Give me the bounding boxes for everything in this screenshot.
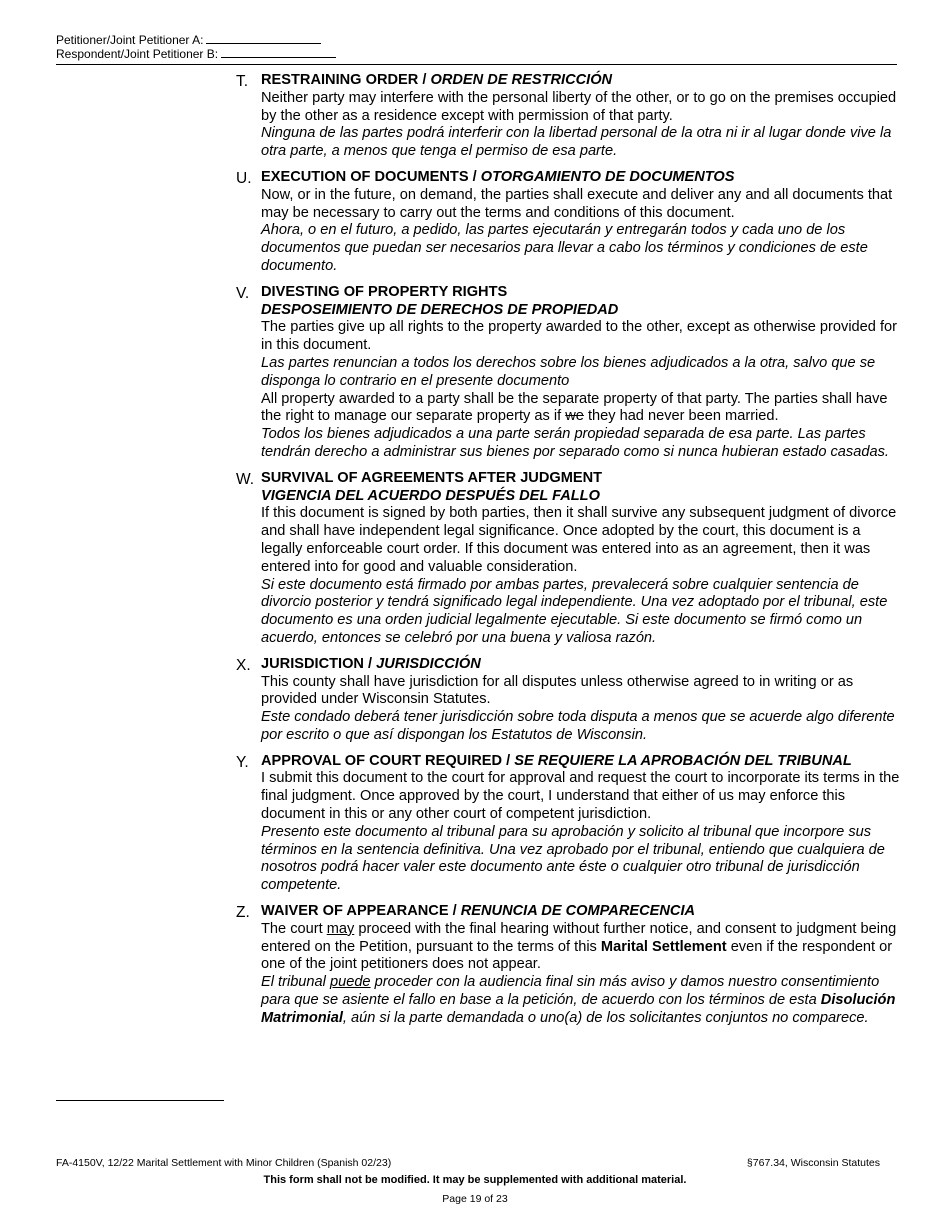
title-es: OTORGAMIENTO DE DOCUMENTOS (480, 168, 735, 185)
section-y (232, 753, 900, 895)
title-es: ORDEN DE RESTRICCIÓN (430, 72, 613, 88)
section-u (232, 169, 900, 276)
underlined-may: may (326, 920, 355, 937)
body-es: Si este documento está firmado por ambas partes, prevalecerá sobre cualquier sentencia de divorcio posterior y tendrá significado legal independiente. Una vez adoptado por el tribunal, este documento es una orden judicial legalmente ejecutable. Si este documento se firmó como un acuerdo, entonces se celebró por una buena y valiosa razón. (261, 576, 888, 646)
body-es-b: proceder con la audiencia final sin más aviso y damos nuestro consentimiento para que se asiente el fallo en base a la petición, de acuerdo con los términos de esta (261, 974, 880, 1009)
section-title: RESTRAINING ORDER / ORDEN DE RESTRICCIÓN (261, 72, 613, 88)
title-en: RESTRAINING ORDER (261, 72, 419, 88)
body-en-c: even if the respondent or one of the joint petitioners does not appear. (261, 938, 893, 973)
section-letter: X. (236, 656, 251, 674)
body-en-2-a: All property awarded to a party shall be the separate property of that party. The parties shall have the right to manage our separate property as if (261, 390, 888, 425)
petitioner-a-label: Petitioner/Joint Petitioner A: (56, 33, 204, 47)
body-es: Ahora, o en el futuro, a pedido, las partes ejecutarán y entregarán todos y cada uno de los documentos que puedan ser necesarios para llevar a cabo los términos y condiciones de este documento. (261, 222, 868, 274)
section-title: JURISDICTION / JURISDICCIÓN (261, 655, 481, 672)
section-z (232, 903, 900, 1028)
title-es: DESPOSEIMIENTO DE DERECHOS DE PROPIEDAD (261, 301, 619, 318)
body-en: This county shall have jurisdiction for all disputes unless otherwise agreed to in writing or as provided under Wisconsin Statutes. (261, 673, 854, 708)
body-es-2: Todos los bienes adjudicados a una parte serán propiedad separada de esa parte. Las partes tendrán derecho a administrar sus bienes por separado como si nunca hubieran estado casadas. (261, 426, 889, 460)
section-title-es (261, 302, 900, 320)
statute-ref: §767.34, Wisconsin Statutes (746, 1157, 880, 1169)
body-en-a: The court (261, 920, 323, 937)
section-letter: U. (236, 169, 252, 187)
section-title (261, 284, 900, 302)
footnote-divider (56, 1100, 224, 1101)
page-number: Page 19 of 23 (442, 1193, 508, 1205)
body-es-a: El tribunal (261, 974, 326, 991)
body-es: Las partes renuncian a todos los derechos sobre los bienes adjudicados a la otra, salvo que se disponga lo contrario en el presente documento (261, 354, 876, 389)
section-letter: Z. (236, 904, 250, 922)
title-es: SE REQUIERE LA APROBACIÓN DEL TRIBUNAL (514, 752, 852, 769)
header-divider (56, 64, 897, 65)
marital-settlement-bold: Marital Settlement (600, 938, 727, 955)
section-title (261, 470, 900, 488)
section-letter: W. (236, 470, 255, 488)
title-en: SURVIVAL OF AGREEMENTS AFTER JUDGMENT (261, 469, 603, 486)
title-en: EXECUTION OF DOCUMENTS (261, 168, 469, 185)
modification-notice: This form shall not be modified. It may be supplemented with additional material. (263, 1174, 687, 1186)
body-en (261, 921, 900, 974)
sections (232, 72, 900, 1036)
title-es: RENUNCIA DE COMPARECENCIA (460, 903, 696, 920)
body-en-2-b: they had never been married. (587, 408, 779, 425)
title-es: JURISDICCIÓN (376, 655, 481, 672)
respondent-b-blank (221, 47, 336, 58)
petitioner-a-row (56, 33, 336, 47)
body-es (261, 974, 900, 1027)
section-letter: Y. (236, 753, 249, 771)
form-id: FA-4150V, 12/22 Marital Settlement with Minor Children (Spanish 02/23) (56, 1157, 392, 1169)
struck-word: we (565, 408, 584, 425)
body-es: Este condado deberá tener jurisdicción sobre toda disputa a menos que se acuerde algo diferente por escrito o que así dispongan los Estatutos de Wisconsin. (261, 709, 895, 743)
title-es: VIGENCIA DEL ACUERDO DESPUÉS DEL FALLO (261, 487, 600, 504)
section-title: EXECUTION OF DOCUMENTS / OTORGAMIENTO DE DOCUMENTOS (261, 168, 735, 185)
section-title-es (261, 488, 900, 506)
underlined-puede: puede (329, 974, 371, 991)
section-t (232, 72, 900, 161)
body-en: Neither party may interfere with the personal liberty of the other, or to go on the premises occupied by the other as a residence except with permission of that party. (261, 89, 897, 124)
body-es: Ninguna de las partes podrá interferir con la libertad personal de la otra ni ir al lugar donde vive la otra parte, a menos que tenga el permiso de esa parte. (261, 125, 892, 160)
title-en: DIVESTING OF PROPERTY RIGHTS (261, 283, 508, 300)
section-v (232, 284, 900, 462)
body-en: I submit this document to the court for approval and request the court to incorporate its terms in the final judgment. Once approved by the court, I understand that either of us may enforce this document in this or any other court of competent jurisdiction. (261, 770, 900, 823)
section-letter: V. (236, 284, 250, 302)
body-en-2 (261, 391, 900, 427)
body-es: Presento este documento al tribunal para su aprobación y solicito al tribunal que incorpore sus términos en la sentencia definitiva. Una vez aprobado por el tribunal, entiendo que cualquiera de nosotros podrá hacer valer este documento ante éste o cualquier otro tribunal de jurisdicción competente. (261, 823, 885, 894)
title-en: APPROVAL OF COURT REQUIRED (261, 752, 503, 769)
section-x (232, 656, 900, 745)
caption-header (56, 33, 336, 61)
petitioner-a-blank (206, 33, 321, 44)
respondent-b-row (56, 47, 336, 61)
section-title: APPROVAL OF COURT REQUIRED / SE REQUIERE LA APROBACIÓN DEL TRIBUNAL (261, 752, 852, 769)
title-en: JURISDICTION (261, 655, 364, 672)
title-en: WAIVER OF APPEARANCE (261, 903, 449, 920)
respondent-b-label: Respondent/Joint Petitioner B: (56, 47, 219, 61)
body-en-b: proceed with the final hearing without further notice, and consent to judgment being entered on the Petition, pursuant to the terms of this (261, 920, 897, 955)
section-title: WAIVER OF APPEARANCE / RENUNCIA DE COMPARECENCIA (261, 903, 696, 920)
body-es-c: , aún si la parte demandada o uno(a) de los solicitantes conjuntos no comparece. (342, 1009, 869, 1026)
body-en: The parties give up all rights to the property awarded to the other, except as otherwise provided for in this document. (261, 319, 897, 354)
body-en: If this document is signed by both parties, then it shall survive any subsequent judgment of divorce and shall have independent legal significance. Once adopted by the court, this document is a legally enforceable court order. If this document was entered into as an agreement, then it was entered into for good and valuable consideration. (261, 505, 897, 575)
disolucion-bold: Disolución Matrimonial (261, 992, 896, 1026)
section-letter: T. (236, 73, 249, 90)
section-w (232, 470, 900, 648)
body-en: Now, or in the future, on demand, the parties shall execute and deliver any and all documents that may be necessary to carry out the terms and conditions of this document. (261, 186, 893, 221)
